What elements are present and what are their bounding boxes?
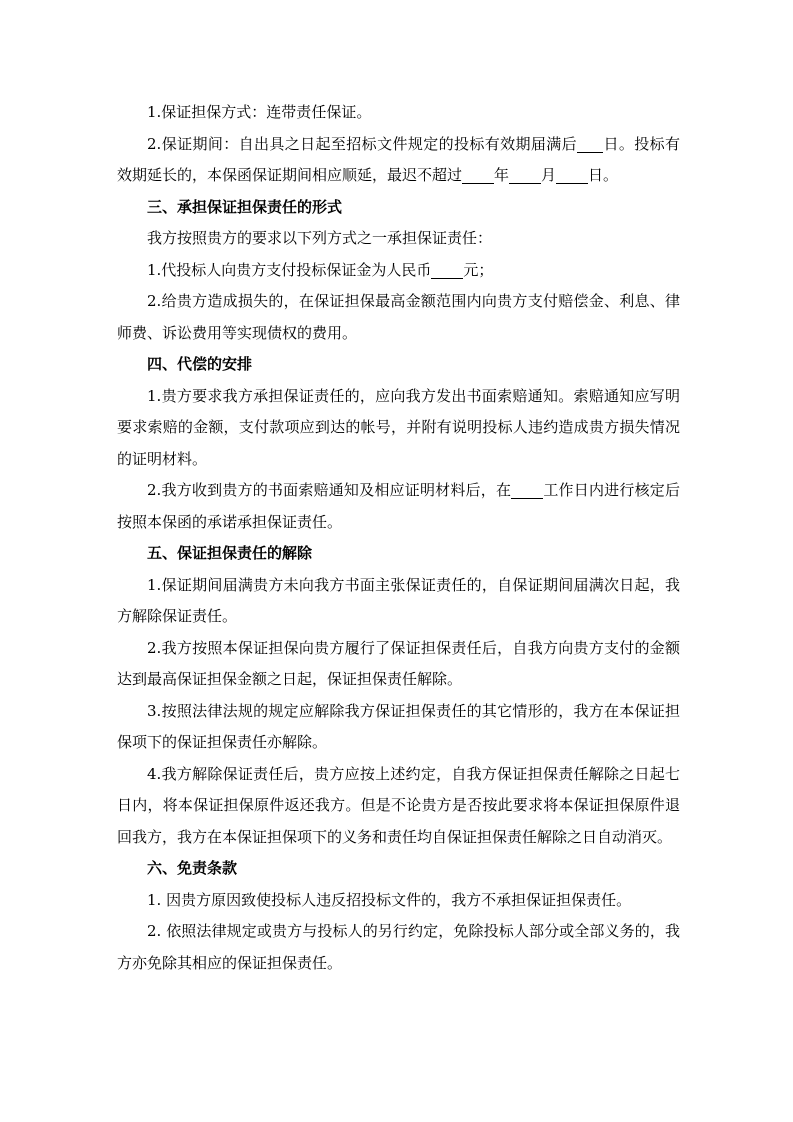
paragraph-pay-bond: 1.代投标人向贵方支付投标保证金为人民币 元； (147, 260, 494, 279)
paragraph-release-legal: 3.按照法律法规的规定应解除我方保证担保责任的其它情形的，我方在本保证担保项下的保证担保责任亦解除。 (117, 701, 680, 751)
section-heading-5: 五、保证担保责任的解除 (147, 544, 313, 562)
paragraph-release-performed: 2.我方按照本保证担保向贵方履行了保证担保责任后，自我方向贵方支付的金额达到最高保证担保金额之日起，保证担保责任解除。 (117, 638, 680, 688)
paragraph-claim-verification: 2.我方收到贵方的书面索赔通知及相应证明材料后，在 工作日内进行核定后按照本保函的承诺承担保证责任。 (117, 481, 680, 531)
blank-workdays-field (511, 481, 543, 499)
paragraph-guarantee-period: 2.保证期间：自出具之日起至招标文件规定的投标有效期届满后 日。投标有效期延长的，本保函保证期间相应顺延，最迟不超过 年 月 日。 (117, 134, 680, 184)
paragraph-release-return: 4.我方解除保证责任后，贵方应按上述约定，自我方保证担保责任解除之日起七日内，将本保证担保原件返还我方。但是不论贵方是否按此要求将本保证担保原件退回我方，我方在本保证担保项下的义务和责任均自保证担保责任解除之日自动消灭。 (117, 764, 680, 846)
blank-amount-field (431, 261, 463, 279)
paragraph-liability-forms-intro: 我方按照贵方的要求以下列方式之一承担保证责任： (147, 229, 493, 247)
paragraph-claim-notice: 1.贵方要求我方承担保证责任的，应向我方发出书面索赔通知。索赔通知应写明要求索赔的金额，支付款项应到达的帐号，并附有说明投标人违约造成贵方损失情况的证明材料。 (117, 386, 680, 468)
blank-day-field (556, 166, 588, 184)
paragraph-release-expiry: 1.保证期间届满贵方未向我方书面主张保证责任的，自保证期间届满次日起，我方解除保证责任。 (117, 575, 680, 625)
blank-month-field (509, 166, 541, 184)
paragraph-compensation: 2.给贵方造成损失的，在保证担保最高金额范围内向贵方支付赔偿金、利息、律师费、诉讼费用等实现债权的费用。 (117, 292, 680, 342)
section-heading-4: 四、代偿的安排 (147, 355, 253, 373)
paragraph-exemption-1: 1. 因贵方原因致使投标人违反招投标文件的，我方不承担保证担保责任。 (147, 890, 632, 909)
paragraph-guarantee-method: 1.保证担保方式：连带责任保证。 (147, 103, 372, 121)
paragraph-exemption-2: 2. 依照法律规定或贵方与投标人的另行约定，免除投标人部分或全部义务的，我方亦免除其相应的保证担保责任。 (117, 922, 680, 972)
blank-days-field (577, 135, 603, 153)
blank-year-field (462, 166, 494, 184)
section-heading-3: 三、承担保证担保责任的形式 (147, 197, 343, 216)
document-body (117, 97, 680, 979)
section-heading-6: 六、免责条款 (147, 859, 238, 877)
